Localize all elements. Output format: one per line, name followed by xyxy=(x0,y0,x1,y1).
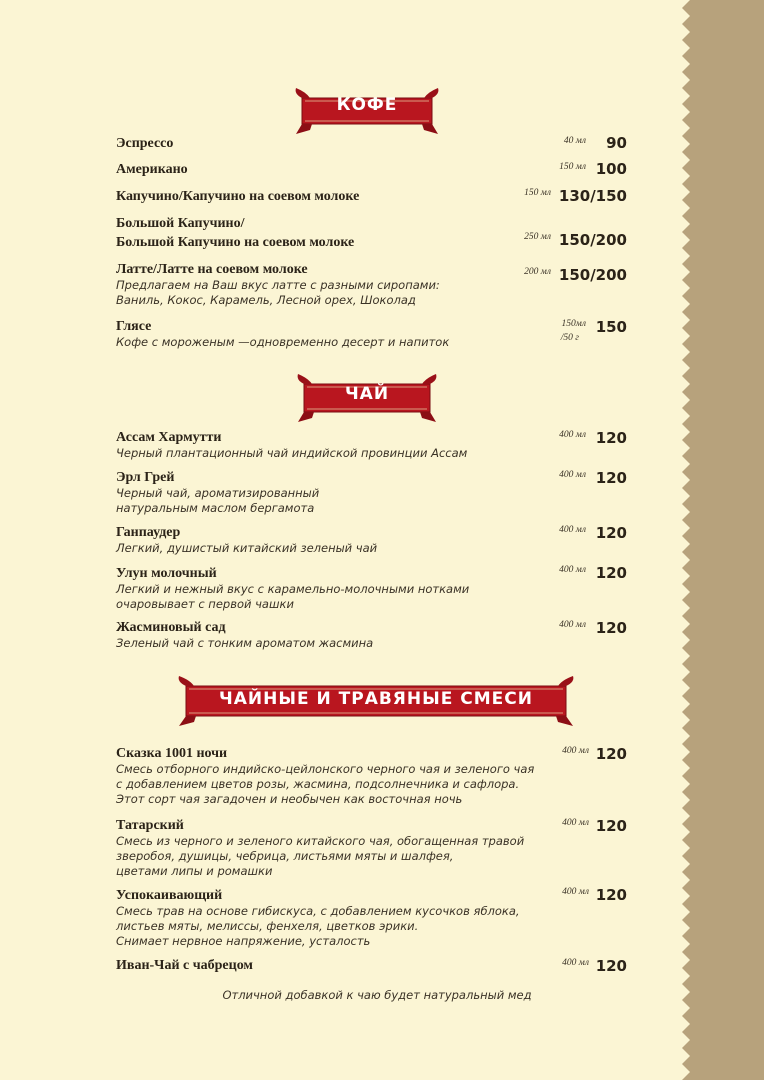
item-description-line2: натуральным маслом бергамота xyxy=(116,501,315,515)
menu-item xyxy=(116,566,469,612)
menu-item xyxy=(116,958,253,974)
menu-item xyxy=(116,189,359,205)
item-price: 120 xyxy=(595,886,627,904)
item-volume: 150мл xyxy=(561,319,586,329)
item-description: Предлагаем на Ваш вкус латте с разными сиропами: xyxy=(116,278,440,292)
item-price: 120 xyxy=(595,564,627,582)
item-description: Черный плантационный чай индийской провинции Ассам xyxy=(116,446,468,460)
item-name-line2: Большой Капучино на соевом молоке xyxy=(116,235,355,250)
item-description: Зеленый чай с тонким ароматом жасмина xyxy=(116,636,374,650)
item-name: Улун молочный xyxy=(116,566,217,581)
menu-item xyxy=(116,818,524,879)
item-volume-line2: /50 г xyxy=(560,333,579,343)
item-price: 130/150 xyxy=(558,187,627,205)
menu-item xyxy=(116,470,319,516)
item-price: 120 xyxy=(595,745,627,763)
item-description: Кофе с мороженым —одновременно десерт и напиток xyxy=(116,335,450,349)
torn-paper-edge xyxy=(678,0,764,1080)
menu-item xyxy=(116,319,449,350)
item-name: Капучино/Капучино на соевом молоке xyxy=(116,189,360,204)
item-description: Легкий, душистый китайский зеленый чай xyxy=(116,541,378,555)
item-description-line2: листьев мяты, мелиссы, фенхеля, цветков эрики. xyxy=(116,919,419,933)
section-title: ЧАЙ xyxy=(344,384,390,404)
item-volume: 250 мл xyxy=(524,232,551,242)
item-price: 120 xyxy=(595,469,627,487)
item-volume: 400 мл xyxy=(562,746,589,756)
item-name: Жасминовый сад xyxy=(116,620,226,635)
item-name: Глясе xyxy=(116,319,152,334)
item-volume: 400 мл xyxy=(562,958,589,968)
item-description-line3: Этот сорт чая загадочен и необычен как восточная ночь xyxy=(116,792,463,806)
item-name: Эрл Грей xyxy=(116,470,175,485)
item-description: Смесь отборного индийско-цейлонского черного чая и зеленого чая xyxy=(116,762,535,776)
menu-item xyxy=(116,888,520,949)
item-description: Смесь из черного и зеленого китайского чая, обогащенная травой xyxy=(116,834,525,848)
menu-item xyxy=(116,620,373,651)
item-name: Латте/Латте на соевом молоке xyxy=(116,262,308,277)
item-price: 150 xyxy=(595,318,627,336)
item-volume: 400 мл xyxy=(562,818,589,828)
coffee-section-banner xyxy=(292,84,442,138)
menu-item xyxy=(116,216,354,251)
item-name: Американо xyxy=(116,162,188,177)
footnote: Отличной добавкой к чаю будет натуральный мед xyxy=(222,988,532,1002)
item-description-line2: очаровывает с первой чашки xyxy=(116,597,294,611)
item-name: Успокаивающий xyxy=(116,888,223,903)
item-description-line3: Снимает нервное напряжение, усталость xyxy=(116,934,371,948)
item-price: 120 xyxy=(595,429,627,447)
item-name: Эспрессо xyxy=(116,136,174,151)
item-volume: 400 мл xyxy=(559,565,586,575)
item-price: 120 xyxy=(595,817,627,835)
item-description: Легкий и нежный вкус с карамельно-молочными нотками xyxy=(116,582,470,596)
item-volume: 400 мл xyxy=(562,887,589,897)
item-name: Иван-Чай с чабрецом xyxy=(116,958,253,973)
item-price: 120 xyxy=(595,957,627,975)
item-description-line2: с добавлением цветов розы, жасмина, подсолнечника и сафлора. xyxy=(116,777,520,791)
menu-item xyxy=(116,262,440,308)
item-volume: 400 мл xyxy=(559,525,586,535)
item-price: 120 xyxy=(595,619,627,637)
menu-item xyxy=(116,162,188,178)
menu-item xyxy=(116,430,467,461)
menu-item xyxy=(116,746,534,807)
tea-section-banner xyxy=(294,372,440,426)
item-description-line3: цветами липы и ромашки xyxy=(116,864,273,878)
item-name: Сказка 1001 ночи xyxy=(116,746,228,761)
item-description-line2: зверобоя, душицы, чебрица, листьями мяты и шалфея, xyxy=(116,849,454,863)
section-title: КОФЕ xyxy=(336,95,398,115)
item-price: 100 xyxy=(595,160,627,178)
item-volume: 150 мл xyxy=(559,162,586,172)
blends-section-banner xyxy=(174,674,578,730)
item-name: Ганпаудер xyxy=(116,525,181,540)
item-name: Татарский xyxy=(116,818,184,833)
item-volume: 150 мл xyxy=(524,188,551,198)
item-description-line2: Ваниль, Кокос, Карамель, Лесной орех, Шоколад xyxy=(116,293,416,307)
item-volume: 40 мл xyxy=(563,136,586,146)
item-name: Ассам Хармутти xyxy=(116,430,222,445)
section-title: ЧАЙНЫЕ И ТРАВЯНЫЕ СМЕСИ xyxy=(219,689,533,709)
item-price: 120 xyxy=(595,524,627,542)
menu-item xyxy=(116,525,377,556)
item-description: Черный чай, ароматизированный xyxy=(116,486,320,500)
item-volume: 400 мл xyxy=(559,620,586,630)
item-description: Смесь трав на основе гибискуса, с добавлением кусочков яблока, xyxy=(116,904,520,918)
item-price: 90 xyxy=(606,134,627,152)
item-volume: 400 мл xyxy=(559,470,586,480)
item-volume: 200 мл xyxy=(524,267,551,277)
item-volume: 400 мл xyxy=(559,430,586,440)
item-price: 150/200 xyxy=(558,231,627,249)
menu-item xyxy=(116,136,173,152)
item-price: 150/200 xyxy=(558,266,627,284)
item-name: Большой Капучино/ xyxy=(116,216,245,231)
